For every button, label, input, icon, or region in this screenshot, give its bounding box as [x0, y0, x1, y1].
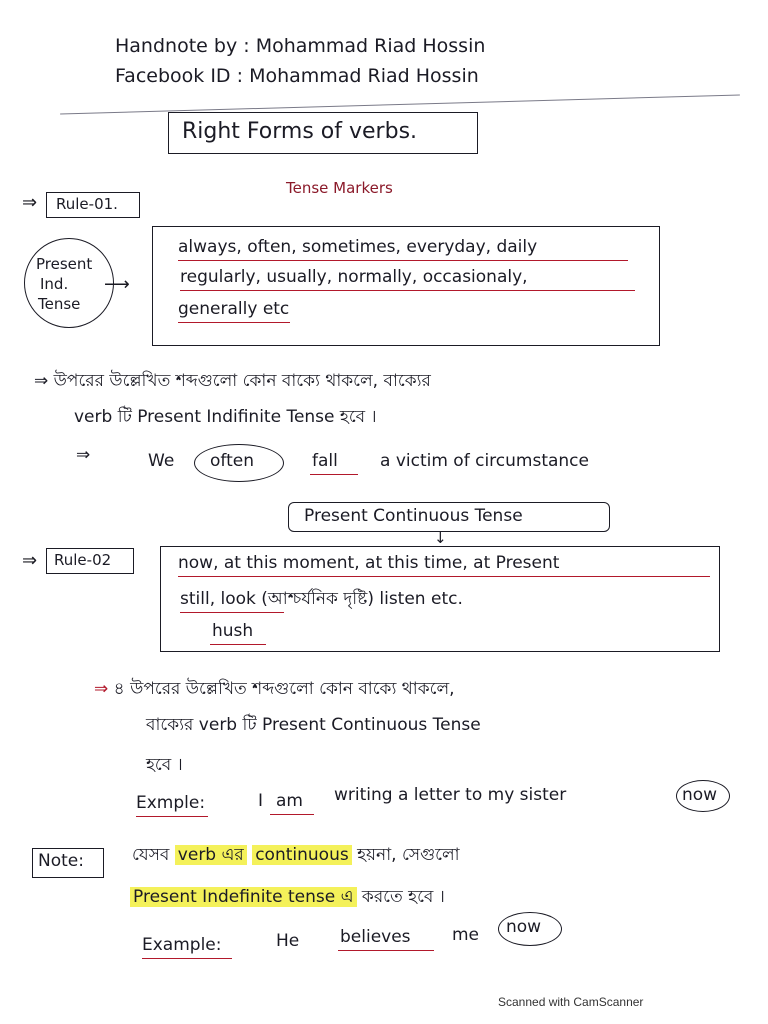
- rule2-arrow-icon: ⇒: [22, 550, 38, 571]
- rule1-example-we: We: [148, 451, 175, 471]
- rule1-bn-arrow-icon: ⇒: [34, 371, 54, 391]
- rule1-circle-line1: Present: [36, 255, 93, 273]
- note-example-me: me: [452, 925, 480, 945]
- facebook-author: Mohammad Riad Hossin: [249, 65, 479, 87]
- tense-markers-label: Tense Markers: [286, 179, 393, 197]
- rule2-label: Rule-02: [54, 551, 112, 569]
- rule2-example-label: Exmple:: [136, 793, 206, 813]
- rule2-bn-arrow-icon: ⇒: [94, 679, 114, 699]
- underline: [178, 322, 290, 323]
- rule1-circle-line3: Tense: [38, 295, 81, 313]
- rule1-bn-line1: ⇒ উপরের উল্লেখিত শব্দগুলো কোন বাক্যে থাকলে, বাক্যের: [34, 371, 431, 391]
- rule1-example-rest: a victim of circumstance: [380, 451, 589, 471]
- underline: [180, 612, 284, 613]
- underline: [310, 474, 358, 475]
- rule1-example-fall: fall: [312, 451, 338, 471]
- rule1-arrow-icon: ⇒: [22, 192, 38, 213]
- underline: [270, 814, 314, 815]
- rule2-markers-line3: hush: [212, 621, 254, 641]
- note-example-believes: believes: [340, 927, 411, 947]
- rule2-markers-line2: still, look (আশ্চর্যনিক দৃষ্টি) listen etc.: [180, 589, 463, 609]
- rule2-bn-line2: বাক্যের verb টি Present Continuous Tense: [146, 715, 481, 735]
- rule1-markers-line1: always, often, sometimes, everyday, daily: [178, 237, 538, 257]
- scanner-footer: Scanned with CamScanner: [498, 995, 644, 1009]
- note-label: Note:: [38, 851, 84, 871]
- note-tense-highlight: Present Indefinite tense এ: [130, 887, 357, 907]
- underline: [180, 290, 635, 291]
- rule1-bn-line2: verb টি Present Indifinite Tense হবে ।: [74, 407, 377, 427]
- note-line1: যেসব verb এর continuous হয়না, সেগুলো: [132, 845, 460, 865]
- rule2-example-rest: writing a letter to my sister: [334, 785, 567, 805]
- down-arrow-icon: ↓: [434, 529, 447, 547]
- rule1-markers-line3: generally etc: [178, 299, 290, 319]
- facebook-label: Facebook ID : Mohammad Riad Hossin: [115, 65, 479, 87]
- rule2-example-now: now: [682, 785, 718, 805]
- underline: [178, 260, 628, 261]
- underline: [210, 644, 266, 645]
- rule1-markers-line2: regularly, usually, normally, occasionaly,: [180, 267, 528, 287]
- note-example-he: He: [276, 931, 300, 951]
- note-example-now: now: [506, 917, 542, 937]
- rule2-bn-line3: হবে ।: [146, 755, 183, 775]
- rule2-bn-line1: ⇒ ৪ উপরের উল্লেখিত শব্দগুলো কোন বাক্যে থাকলে,: [94, 679, 455, 699]
- note-verb-highlight: verb এর: [175, 845, 247, 865]
- rule1-right-arrow-icon: ⟶: [104, 274, 130, 295]
- underline: [338, 950, 434, 951]
- note-example-label: Example:: [142, 935, 222, 955]
- underline: [178, 576, 710, 577]
- rule2-markers-line1: now, at this moment, at this time, at Present: [178, 553, 560, 573]
- rule1-label: Rule-01.: [56, 195, 118, 213]
- handnote-label: Handnote by : Mohammad Riad Hossin: [115, 35, 486, 57]
- rule1-circle-line2: Ind.: [40, 275, 69, 293]
- rule2-example-i: I: [258, 791, 264, 811]
- rule1-circle: [24, 238, 114, 328]
- present-continuous-label: Present Continuous Tense: [304, 506, 523, 526]
- rule1-example-often: often: [210, 451, 254, 471]
- underline: [142, 958, 232, 959]
- rule2-example-am: am: [276, 791, 303, 811]
- underline: [136, 816, 208, 817]
- page-title: Right Forms of verbs.: [182, 119, 418, 144]
- rule1-example-arrow: ⇒: [76, 445, 91, 465]
- note-line2: Present Indefinite tense এ করতে হবে ।: [130, 888, 445, 907]
- handnote-author: Mohammad Riad Hossin: [255, 35, 486, 57]
- note-continuous-highlight: continuous: [252, 845, 352, 865]
